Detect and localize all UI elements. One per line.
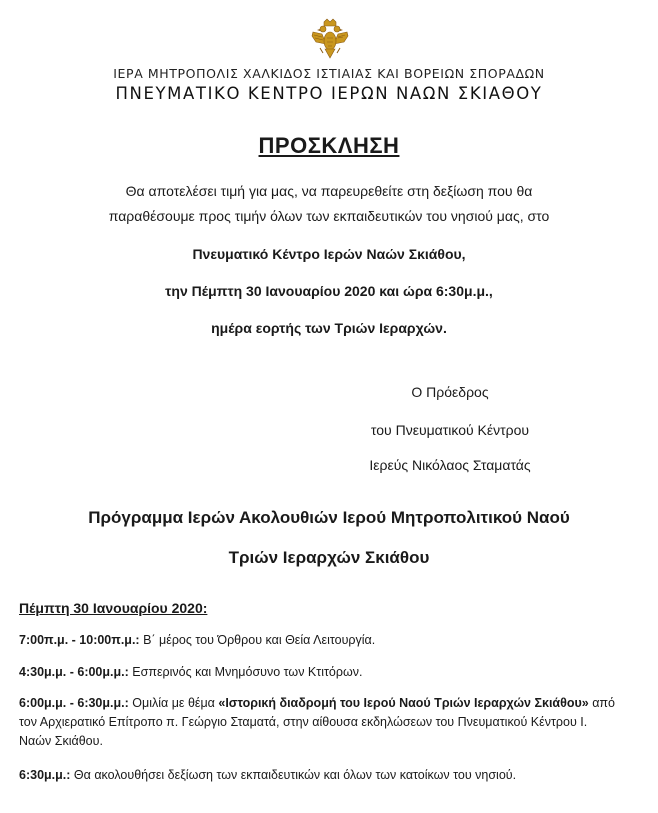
program-entry [19,766,619,785]
metropolis-header: ΙΕΡΑ ΜΗΤΡΟΠΟΛΙΣ ΧΑΛΚΙΔΟΣ ΙΣΤΙΑΙΑΣ ΚΑΙ ΒΟΡΕΙΩΝ ΣΠΟΡΑΔΩΝ [113,66,545,81]
entry-time: 4:30μ.μ. - 6:00μ.μ.: [19,665,129,679]
invitation-title: ΠΡΟΣΚΛΗΣΗ [258,133,400,158]
entry-text: Εσπερινός και Μνημόσυνο των Κτιτόρων. [128,665,363,679]
program-title-line-1: Πρόγραμμα Ιερών Ακολουθιών Ιερού Μητροπολιτικού Ναού [88,508,570,527]
entry-text: Ομιλία με θέμα [128,696,219,710]
date-time-line: την Πέμπτη 30 Ιανουαρίου 2020 και ώρα 6:30μ.μ., [165,283,493,299]
double-headed-eagle-emblem-icon [310,18,350,62]
program-entry [19,694,619,751]
entry-time: 6:30μ.μ.: [19,768,71,782]
program-title-line-2: Τριών Ιεραρχών Σκιάθου [228,548,430,567]
feast-line: ημέρα εορτής των Τριών Ιεραρχών. [211,320,447,336]
entry-time: 6:00μ.μ. - 6:30μ.μ.: [19,696,129,710]
signature-role: Ο Πρόεδρος [411,384,489,400]
spiritual-center-header: ΠΝΕΥΜΑΤΙΚΟ ΚΕΝΤΡΟ ΙΕΡΩΝ ΝΑΩΝ ΣΚΙΑΘΟΥ [115,84,543,103]
program-entry [19,631,619,650]
signature-name: Ιερεύς Νικόλαος Σταματάς [369,457,531,473]
intro-line-2: παραθέσουμε προς τιμήν όλων των εκπαιδευτικών του νησιού μας, στο [108,208,550,224]
venue-line: Πνευματικό Κέντρο Ιερών Ναών Σκιάθου, [192,246,466,262]
entry-text: Β΄ μέρος του Όρθρου και Θεία Λειτουργία. [139,633,376,647]
program-day: Πέμπτη 30 Ιανουαρίου 2020: [19,600,208,616]
program-entry [19,663,619,682]
signature-organization: του Πνευματικού Κέντρου [370,422,530,438]
entry-text: Θα ακολουθήσει δεξίωση των εκπαιδευτικών και όλων των κατοίκων του νησιού. [70,768,517,782]
lecture-topic: «Ιστορική διαδρομή του Ιερού Ναού Τριών Ιεραρχών Σκιάθου» [218,696,589,710]
entry-text: από τον Αρχιερατικό Επίτροπο π. Γεώργιο Σταματά, στην αίθουσα εκδηλώσεων του Πνευματικού Κέντρου Ι. Ναών Σκιάθου. [19,696,616,748]
entry-time: 7:00π.μ. - 10:00π.μ.: [19,633,140,647]
intro-line-1: Θα αποτελέσει τιμή για μας, να παρευρεθείτε στη δεξίωση που θα [125,183,533,199]
